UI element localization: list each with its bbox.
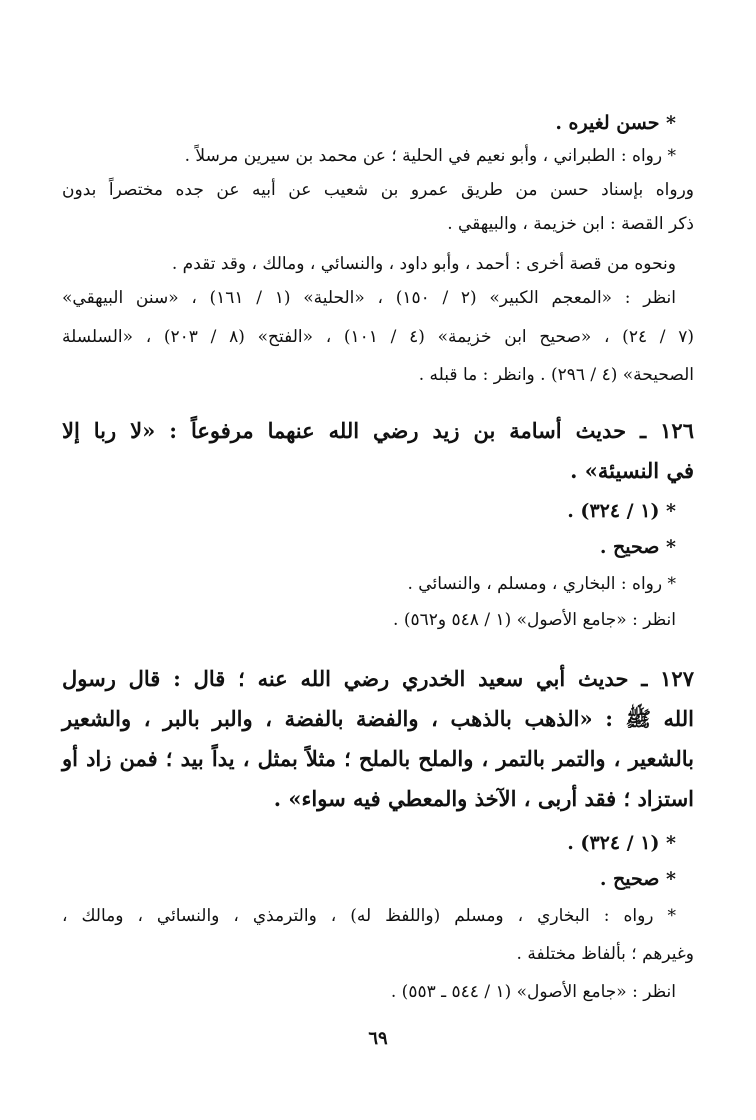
hadith-text: بالشعير ، والتمر بالتمر ، والملح بالملح ؛ مثلاً بمثل ، يداً بيد ؛ فمن زاد أو [62, 746, 694, 771]
grade-line: * صحيح . [599, 868, 676, 890]
hadith-text: استزاد ؛ فقد أربى ، الآخذ والمعطي فيه سواء» . [273, 786, 694, 811]
reference-line: انظر : «المعجم الكبير» (٢ / ١٥٠) ، «الحلية» (١ / ١٦١) ، «سنن البيهقي» [62, 288, 676, 308]
grade-line: * صحيح . [599, 536, 676, 558]
narration-line: * رواه : الطبراني ، وأبو نعيم في الحلية ؛ عن محمد بن سيرين مرسلاً . [184, 146, 676, 166]
narration-line: وغيرهم ؛ بألفاظ مختلفة . [516, 944, 694, 964]
source-line: * (١ / ٣٢٤) . [567, 832, 676, 854]
narration-line: * رواه : البخاري ، ومسلم ، والنسائي . [407, 574, 676, 594]
reference-line: الصحيحة» (٤ / ٢٩٦) . وانظر : ما قبله . [418, 365, 694, 385]
text-line: ونحوه من قصة أخرى : أحمد ، وأبو داود ، والنسائي ، ومالك ، وقد تقدم . [171, 254, 676, 274]
hadith-heading: في النسيئة» . [570, 458, 694, 483]
hadith-heading: ١٢٧ ـ حديث أبي سعيد الخدري رضي الله عنه ؛ قال : قال رسول [62, 666, 694, 691]
grade-line: * حسن لغيره . [555, 112, 676, 134]
narration-line: * رواه : البخاري ، ومسلم (واللفظ له) ، والترمذي ، والنسائي ، ومالك ، [62, 906, 676, 926]
source-line: * (١ / ٣٢٤) . [567, 500, 676, 522]
reference-line: (٧ / ٢٤) ، «صحيح ابن خزيمة» (٤ / ١٠١) ، «الفتح» (٨ / ٢٠٣) ، «السلسلة [62, 327, 695, 347]
text-line: ذكر القصة : ابن خزيمة ، والبيهقي . [447, 214, 694, 234]
text-line: ورواه بإسناد حسن من طريق عمرو بن شعيب عن أبيه عن جده مختصراً بدون [62, 180, 694, 200]
hadith-heading: ١٢٦ ـ حديث أسامة بن زيد رضي الله عنهما مرفوعاً : «لا ربا إلا [62, 418, 694, 443]
hadith-text: الله ﷺ : «الذهب بالذهب ، والفضة بالفضة ، والبر بالبر ، والشعير [62, 706, 694, 731]
page-number: ٦٩ [368, 1028, 388, 1049]
reference-line: انظر : «جامع الأصول» (١ / ٥٤٤ ـ ٥٥٣) . [390, 982, 676, 1002]
reference-line: انظر : «جامع الأصول» (١ / ٥٤٨ و٥٦٢) . [393, 610, 676, 630]
